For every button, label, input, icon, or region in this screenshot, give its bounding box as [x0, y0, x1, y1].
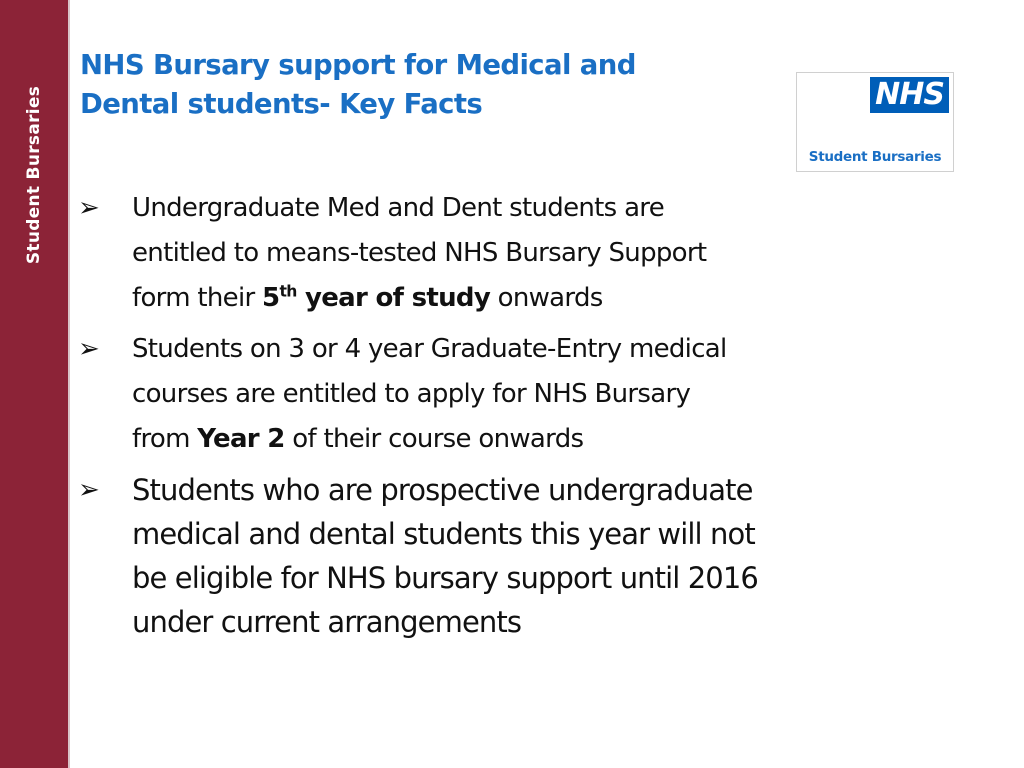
bullet-3-line-2: medical and dental students this year will not: [132, 517, 755, 551]
sidebar-divider: [68, 0, 70, 768]
bullet-3-line-4: under current arrangements: [132, 605, 522, 639]
key-facts-list: [76, 186, 976, 644]
bullet-1-year-number: 5: [262, 283, 280, 313]
bullet-item: [76, 327, 976, 462]
slide-title: [80, 46, 800, 124]
bullet-2-line-1: Students on 3 or 4 year Graduate-Entry medical: [132, 334, 727, 364]
arrow-bullet-icon: ➢: [78, 475, 99, 505]
sidebar-label: Student Bursaries: [24, 85, 44, 265]
bullet-2-year-2: Year 2: [197, 424, 285, 454]
bullet-3-line-3: be eligible for NHS bursary support until 2016: [132, 561, 758, 595]
bullet-1-line-3: [132, 276, 976, 321]
bullet-3-line-1: Students who are prospective undergraduate: [132, 473, 753, 507]
arrow-bullet-icon: ➢: [78, 193, 100, 223]
slide-title-line-1: NHS Bursary support for Medical and: [80, 49, 636, 81]
nhs-student-bursaries-logo: [796, 72, 954, 172]
bullet-1-line-1: Undergraduate Med and Dent students are: [132, 193, 665, 223]
bullet-1-line-2: entitled to means-tested NHS Bursary Support: [132, 238, 707, 268]
logo-caption: Student Bursaries: [808, 149, 942, 165]
bullet-1-year-of-study: year of study: [296, 283, 491, 313]
bullet-2-line-3-pre: from: [132, 424, 198, 454]
bullet-2-line-2: courses are entitled to apply for NHS Bursary: [132, 379, 691, 409]
bullet-1-ordinal-suffix: th: [279, 282, 297, 301]
bullet-2-line-3-post: of their course onwards: [284, 424, 584, 454]
bullet-item: [76, 186, 976, 321]
nhs-logo-mark: NHS: [870, 77, 949, 113]
sidebar-band: [0, 0, 68, 768]
bullet-2-line-3: [132, 417, 976, 462]
slide-title-line-2: Dental students- Key Facts: [80, 88, 483, 120]
bullet-1-line-3-pre: form their: [132, 283, 263, 313]
bullet-item: [76, 468, 976, 644]
bullet-1-line-3-post: onwards: [490, 283, 603, 313]
arrow-bullet-icon: ➢: [78, 334, 100, 364]
